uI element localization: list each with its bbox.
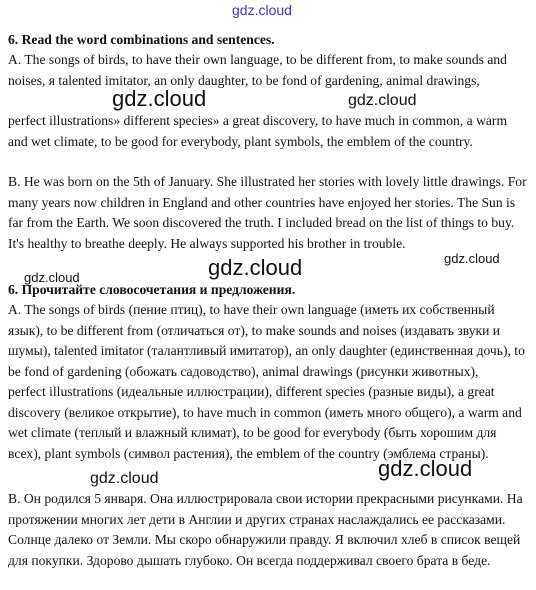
watermark-5: gdz.cloud [24, 270, 80, 285]
watermark-6: gdz.cloud [378, 456, 473, 481]
watermark-7: gdz.cloud [90, 470, 159, 487]
russian-heading: 6. Прочитайте словосочетания и предложения. [8, 282, 296, 297]
watermark-2: gdz.cloud [348, 92, 417, 109]
watermark-1: gdz.cloud [112, 86, 207, 111]
watermark-3: gdz.cloud [208, 255, 303, 280]
russian-section-a-part2: perfect illustrations (идеальные иллюстрации), different species (разные виды), a great discovery (великое открытие), to have much in common (иметь много общего), a warm and wet climate (теплый и влажный климат), to be good for everybody (быть хорошим для всех), plant symbols (символ растения), the emblem of the country (эмблема страны). [8, 384, 522, 461]
english-section-a-part1: A. The songs of birds, to have their own language, to be different from, to make sounds and noises, я talented imitator, an only daughter, to be fond of gardening, animal drawings, [8, 52, 507, 88]
watermark-top: gdz.cloud [232, 2, 292, 18]
watermark-4: gdz.cloud [444, 251, 500, 266]
russian-section-b: B. Он родился 5 января. Она иллюстрировала свои истории прекрасными рисунками. На протяжении многих лет дети в Англии и других странах наслаждались ее рассказами. Солнце далеко от Земли. Мы скоро обнаружили правду. Я включил хлеб в список вещей для покупки. Здорово дышать глубоко. Он всегда поддерживал своего брата в беде. [8, 491, 523, 568]
russian-section-a-part1: A. The songs of birds (пение птиц), to have their own language (иметь их собственный язык), to be different from (отличаться от), to make sounds and noises (издавать звуки и шумы), talented imitator (талантливый имитатор), an only daughter (единственная дочь), to be fond of gardening (обожать садоводство), animal drawings (рисунки животных), [8, 302, 525, 379]
english-section-b: B. He was born on the 5th of January. She illustrated her stories with lovely little drawings. For many years now children in England and other countries have enjoyed her stories. The Sun is far from the Earth. We soon discovered the truth. I included bread on the list of things to buy. It's healthy to breathe deeply. He always supported his brother in trouble. [8, 174, 527, 251]
english-heading: 6. Read the word combinations and sentences. [8, 32, 275, 47]
english-section-a-part2: perfect illustrations» different species» a great discovery, to have much in common, a warm and wet climate, to be good for everybody, plant symbols, the emblem of the country. [8, 113, 508, 149]
